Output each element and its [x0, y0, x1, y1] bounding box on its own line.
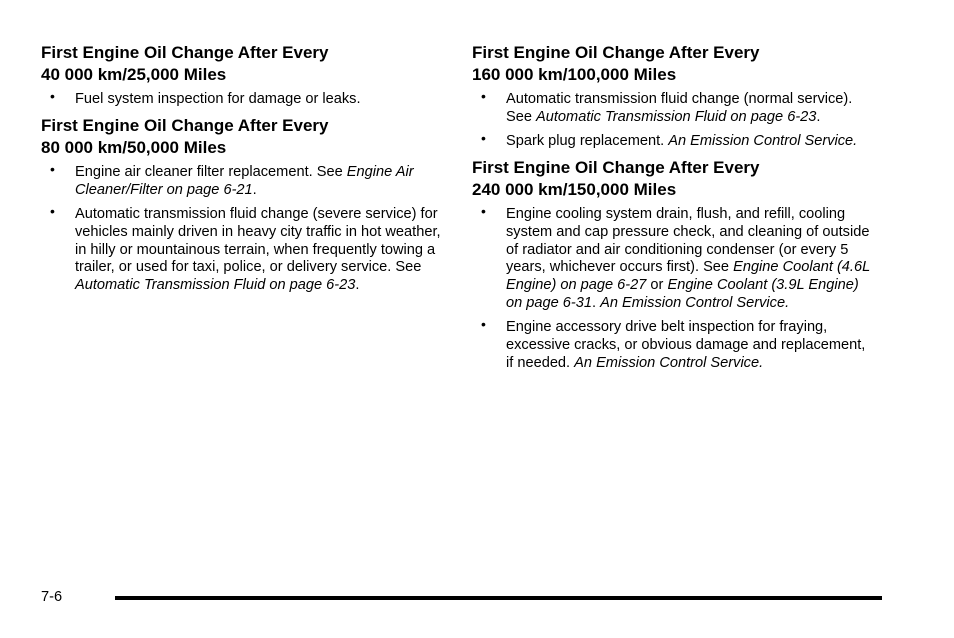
list-item	[472, 88, 872, 127]
list-item	[41, 88, 446, 109]
list-item	[41, 202, 446, 296]
bullet-icon: •	[481, 129, 486, 146]
list-item	[472, 316, 872, 373]
item-text: .	[252, 181, 257, 198]
bullet-icon: •	[481, 316, 486, 333]
emission-control-note: An Emission Control Service.	[600, 295, 790, 312]
heading-interval: 240 000 km/150,000 Miles	[472, 179, 677, 199]
section-240000-km	[472, 157, 872, 373]
section-heading	[472, 42, 872, 86]
heading-interval: 80 000 km/50,000 Miles	[41, 137, 227, 157]
bullet-icon: •	[50, 88, 55, 104]
item-text: Engine cooling system drain, flush, and refill, cooling system and cap pressure check, and cleaning of outside of radiator and air conditioning condenser (or every 5 years, whichever occurs first). See	[506, 205, 870, 276]
cross-reference-link[interactable]: Engine Air Cleaner/Filter on page 6-21	[75, 163, 414, 198]
item-text: Automatic transmission fluid change (normal service). See	[506, 91, 853, 125]
cross-reference-link[interactable]: Engine Coolant (3.9L Engine) on page 6-31	[506, 277, 859, 312]
item-text: .	[592, 295, 601, 312]
bullet-icon: •	[50, 202, 55, 219]
bullet-list	[41, 88, 446, 109]
section-160000-km	[472, 42, 872, 151]
emission-control-note: An Emission Control Service.	[668, 132, 858, 149]
cross-reference-link[interactable]: Engine Coolant (4.6L Engine) on page 6-27	[506, 259, 870, 294]
heading-interval: 40 000 km/25,000 Miles	[41, 65, 227, 84]
item-text: Fuel system inspection for damage or leaks.	[75, 91, 361, 107]
emission-control-note: An Emission Control Service.	[574, 354, 764, 371]
heading-line: First Engine Oil Change After Every	[41, 43, 329, 62]
item-text: Engine accessory drive belt inspection for fraying, excessive cracks, or obvious damage and replacement, if needed.	[506, 319, 866, 371]
right-column	[472, 42, 872, 379]
bullet-list	[41, 160, 446, 295]
heading-interval: 160 000 km/100,000 Miles	[472, 65, 677, 84]
item-text: or	[646, 277, 668, 294]
page-number: 7-6	[41, 589, 63, 605]
bullet-icon: •	[481, 88, 486, 104]
section-80000-km	[41, 115, 446, 295]
heading-line: First Engine Oil Change After Every	[41, 115, 329, 135]
list-item	[472, 129, 872, 151]
item-text: .	[816, 108, 821, 125]
heading-line: First Engine Oil Change After Every	[472, 43, 760, 62]
item-text: Engine air cleaner filter replacement. See	[75, 163, 347, 180]
section-heading	[41, 42, 446, 86]
bullet-icon: •	[481, 202, 486, 219]
list-item	[472, 202, 872, 313]
item-text: .	[355, 277, 360, 294]
section-heading	[472, 157, 872, 201]
item-text: Spark plug replacement.	[506, 132, 669, 149]
bullet-list	[472, 88, 872, 151]
heading-line: First Engine Oil Change After Every	[472, 157, 760, 177]
bullet-list	[472, 202, 872, 373]
section-heading	[41, 115, 446, 159]
item-text: Automatic transmission fluid change (severe service) for vehicles mainly driven in heavy city traffic in hot weather, in hilly or mountainous terrain, when frequently towing a trailer, or used for taxi, police, or delivery service. See	[75, 205, 441, 276]
list-item	[41, 160, 446, 200]
cross-reference-link[interactable]: Automatic Transmission Fluid on page 6-23	[75, 277, 356, 294]
bullet-icon: •	[50, 160, 55, 177]
cross-reference-link[interactable]: Automatic Transmission Fluid on page 6-23	[536, 108, 817, 125]
footer-rule	[115, 596, 882, 600]
section-40000-km	[41, 42, 446, 109]
left-column	[41, 42, 446, 301]
